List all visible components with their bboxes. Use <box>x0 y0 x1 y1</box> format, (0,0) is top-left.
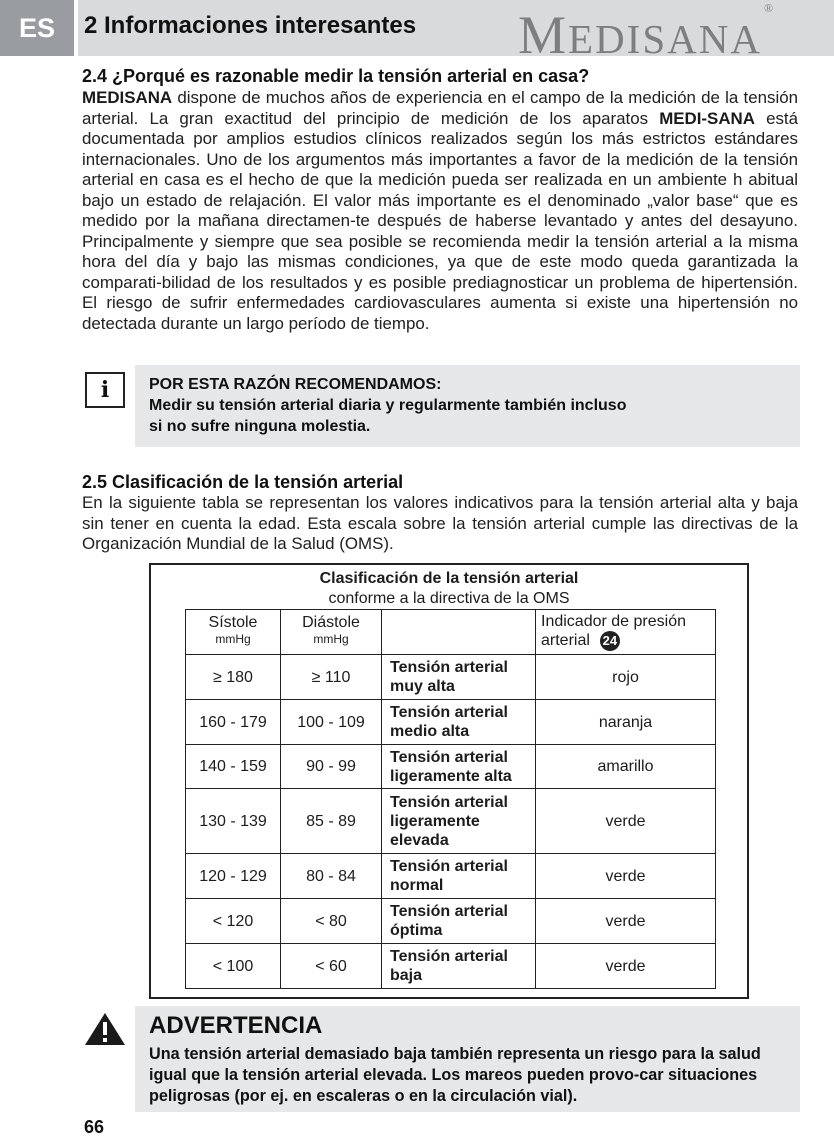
warning-heading: ADVERTENCIA <box>149 1012 323 1039</box>
systole-unit: mmHg <box>215 632 251 646</box>
section-2-5-heading: 2.5 Clasificación de la tensión arterial <box>82 472 404 492</box>
table-row <box>185 898 716 943</box>
indicator-color: amarillo <box>535 745 716 788</box>
section-title: 2 Informaciones interesantes <box>84 12 417 39</box>
diastole-value: 80 - 84 <box>280 854 381 898</box>
diastole-value: 85 - 89 <box>280 789 381 853</box>
table-row <box>185 853 716 898</box>
classification-label: Tensión arterial ligeramente elevada <box>381 789 535 853</box>
systole-value: 120 - 129 <box>185 854 280 898</box>
diastole-value: < 60 <box>280 944 381 988</box>
indicator-label: Indicador de presión arterial 24 <box>541 613 686 650</box>
systole-value: < 100 <box>185 944 280 988</box>
classification-label: Tensión arterial ligeramente alta <box>381 745 535 788</box>
systole-value: 140 - 159 <box>185 745 280 788</box>
table-row <box>185 654 716 699</box>
brand-rest: EDISANA <box>568 16 762 62</box>
recommendation-line: Medir su tensión arterial diaria y regularmente también incluso <box>149 397 627 414</box>
brand-initial: M <box>518 5 569 65</box>
diastole-unit: mmHg <box>313 632 349 646</box>
section-2-4-heading: 2.4 ¿Porqué es razonable medir la tensión arterial en casa? <box>82 66 590 86</box>
indicator-color: verde <box>535 899 716 943</box>
classification-label: Tensión arterial baja <box>381 944 535 988</box>
indicator-color: verde <box>535 789 716 853</box>
indicator-color: rojo <box>535 655 716 699</box>
table-subtitle: conforme a la directiva de la OMS <box>328 590 570 607</box>
classification-label: Tensión arterial medio alta <box>381 700 535 744</box>
brand-mention: MEDISANA <box>82 88 173 107</box>
section-2-5 <box>82 472 798 555</box>
section-2-4 <box>82 66 798 334</box>
language-tab: ES <box>0 0 74 56</box>
warning-box <box>135 1006 800 1112</box>
indicator-color: verde <box>535 854 716 898</box>
reference-badge: 24 <box>600 631 620 651</box>
systole-value: 160 - 179 <box>185 700 280 744</box>
classification-label: Tensión arterial normal <box>381 854 535 898</box>
section-2-5-paragraph: En la siguiente tabla se representan los valores indicativos para la tensión arterial alta y baja sin tener en cuenta la edad. Esta escala sobre la tensión arterial cumple las directivas de la Organización Mundial de la Salud (OMS). <box>82 493 798 553</box>
systole-value: < 120 <box>185 899 280 943</box>
table-row <box>185 788 716 853</box>
indicator-color: naranja <box>535 700 716 744</box>
classification-label: Tensión arterial óptima <box>381 899 535 943</box>
paragraph-text: dispone de muchos años de experiencia en el campo de la medición de la tensión arterial. La gran exactitud del principio de medición de los aparatos <box>82 88 798 128</box>
brand-mention: MEDI-SANA <box>659 108 755 128</box>
table-title: Clasificación de la tensión arterial <box>319 570 579 587</box>
table-row <box>185 943 716 988</box>
classification-label: Tensión arterial muy alta <box>381 655 535 699</box>
systole-value: 130 - 139 <box>185 789 280 853</box>
recommendation-line: si no sufre ninguna molestia. <box>149 418 371 435</box>
info-icon: i <box>85 372 125 408</box>
table-row <box>185 744 716 788</box>
systole-value: ≥ 180 <box>185 655 280 699</box>
table-bottom-border <box>185 988 716 989</box>
diastole-value: 90 - 99 <box>280 745 381 788</box>
diastole-value: ≥ 110 <box>280 655 381 699</box>
registered-mark: ® <box>763 1 776 16</box>
header-diastole <box>280 610 381 654</box>
warning-text: Una tensión arterial demasiado baja también representa un riesgo para la salud igual que la tensión arterial elevada. Los mareos pueden provo-car situaciones peligrosas (por ej. en escaleras o en la circulación vial). <box>149 1045 761 1105</box>
diastole-value: 100 - 109 <box>280 700 381 744</box>
header-systole <box>185 610 280 654</box>
page-number: 66 <box>84 1117 105 1137</box>
table-grid <box>185 609 716 989</box>
table-row <box>185 699 716 744</box>
warning-icon <box>84 1012 126 1046</box>
systole-label: Sístole <box>208 614 258 631</box>
classification-table <box>149 563 749 999</box>
diastole-label: Diástole <box>302 614 360 631</box>
indicator-color: verde <box>535 944 716 988</box>
header-classification <box>381 610 535 654</box>
section-2-4-paragraph <box>82 88 798 334</box>
brand-logo <box>518 1 776 66</box>
paragraph-text: está documentada por amplios estudios clínicos realizados según los más estrictos estándares internacionales. Uno de los argumentos más importantes a favor de la medición de la tensión arterial en casa es el hecho de que la medición pueda ser realizada en un ambiente h abitual bajo un estado de relajación. El valor más importante es el denominado „valor base“ que es medido por la mañana directamen-te después de haberse levantado y antes del desayuno. Principalmente y siempre que sea posible se recomienda medir la tensión arterial a la misma hora del día y bajo las mismas condiciones, ya que de este modo queda garantizada la comparati-bilidad de los resultados y es posible prediagnosticar un problema de hipertensión. El riesgo de sufrir enfermedades cardiovasculares aumenta si existe una hipertensión no detectada durante un largo período de tiempo. <box>82 108 799 333</box>
header-indicator <box>535 610 716 654</box>
recommendation-heading: POR ESTA RAZÓN RECOMENDAMOS: <box>149 376 442 393</box>
recommendation-box <box>135 365 800 447</box>
table-header-row <box>185 609 716 654</box>
diastole-value: < 80 <box>280 899 381 943</box>
